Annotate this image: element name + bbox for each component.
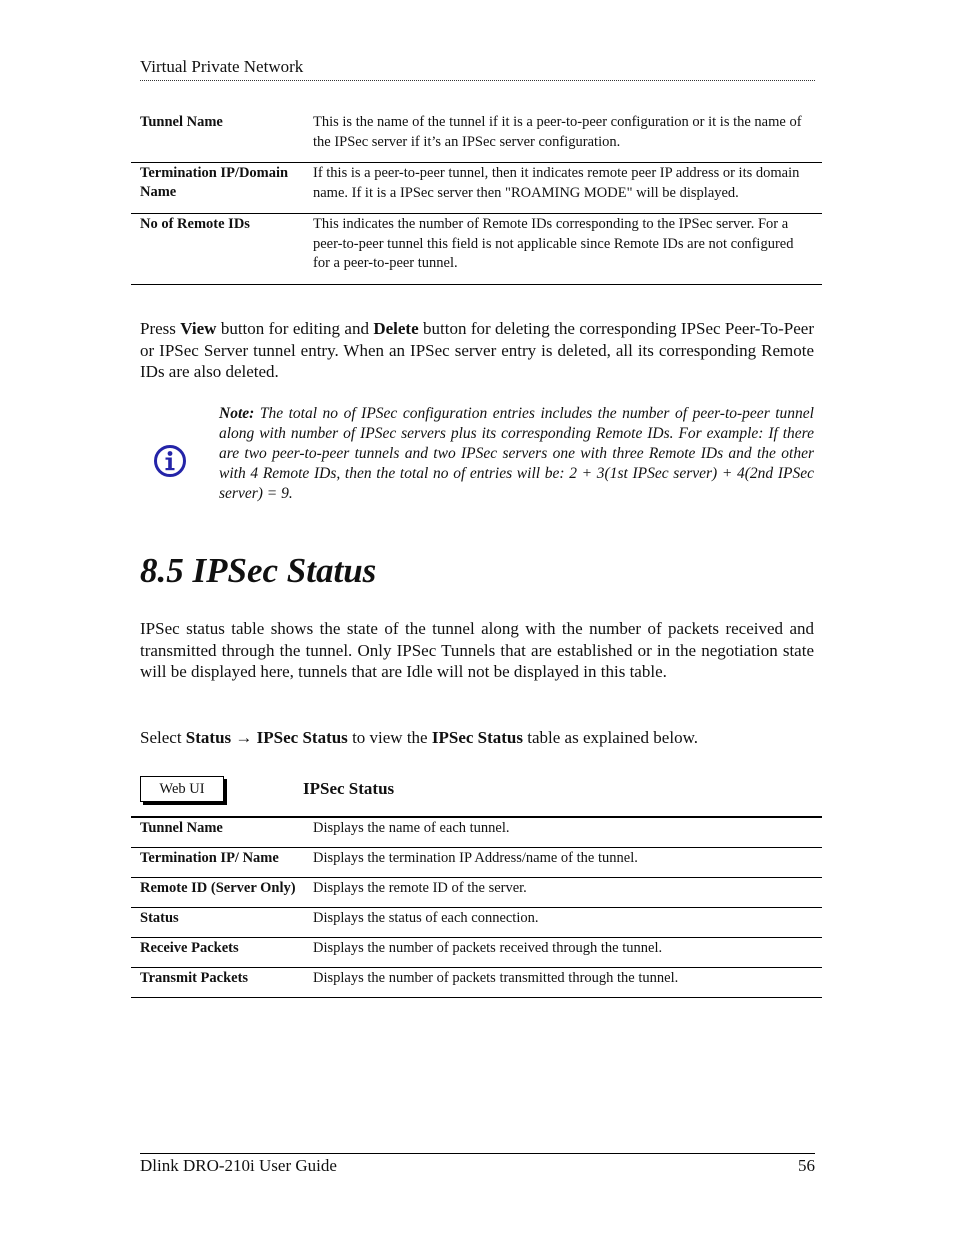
table-row <box>131 938 822 968</box>
ipsec-status-table <box>131 816 822 998</box>
text-run: to view the <box>347 728 432 747</box>
running-header: Virtual Private Network <box>140 57 304 76</box>
field-term: Tunnel Name <box>140 114 223 130</box>
web-ui-label-box: Web UI <box>140 776 224 802</box>
table-title: IPSec Status <box>303 779 395 798</box>
page-number: 56 <box>798 1156 815 1175</box>
field-description: This is the name of the tunnel if it is a peer-to-peer configuration or it is the name of the IPSec server if it’s an IPSec server configuration. <box>313 114 802 150</box>
delete-term: Delete <box>373 319 419 338</box>
text-run: table as explained below. <box>523 728 698 747</box>
text-run: Select <box>140 728 186 747</box>
note-body: The total no of IPSec configuration entries includes the number of peer-to-peer tunnel along with number of IPSec servers plus its corresponding Remote IDs. For example: If there are two peer-to-peer tunnels and two IPSec servers one with three Remote IDs and the other with 4 Remote IDs, then the total no of entries will be: 2 + 3(1st IPSec server) + 4(2nd IPSec server) = 9. <box>219 405 814 502</box>
menu-status: Status <box>185 728 232 747</box>
text-run: button for deleting the corresponding IPSec Peer-To-Peer or IPSec Server tunnel entry. When an IPSec server entry is deleted, all its corresponding Remote IDs are also deleted. <box>140 319 814 381</box>
field-term: Status <box>131 908 303 938</box>
menu-ipsec-status: IPSec Status <box>256 728 348 747</box>
text-run: Press <box>140 319 181 338</box>
navigation-instruction <box>140 727 814 749</box>
field-description: Displays the number of packets received through the tunnel. <box>303 938 822 968</box>
tunnel-fields-table <box>131 110 822 285</box>
header-divider <box>140 80 815 81</box>
table-row <box>131 848 822 878</box>
table-row <box>131 817 822 848</box>
view-term: View <box>180 319 217 338</box>
note-text <box>219 404 814 504</box>
field-description: Displays the termination IP Address/name of the tunnel. <box>303 848 822 878</box>
info-icon <box>153 444 187 478</box>
table-row <box>131 214 822 285</box>
field-term: Transmit Packets <box>131 968 303 998</box>
table-row <box>131 110 822 163</box>
field-description: Displays the status of each connection. <box>303 908 822 938</box>
field-term: Receive Packets <box>131 938 303 968</box>
note-label: Note: <box>219 405 255 422</box>
field-term: Remote ID (Server Only) <box>131 878 303 908</box>
table-row <box>131 878 822 908</box>
field-description: This indicates the number of Remote IDs corresponding to the IPSec server. For a peer-to-peer tunnel this field is not applicable since Remote IDs are not configured for a peer-to-peer tunnel. <box>303 214 822 285</box>
view-delete-paragraph <box>140 318 814 383</box>
arrow-icon: → <box>231 728 257 747</box>
field-term: Tunnel Name <box>131 817 303 848</box>
table-row <box>131 163 822 214</box>
ipsec-status-term: IPSec Status <box>431 728 524 747</box>
table-row <box>131 908 822 938</box>
field-description: If this is a peer-to-peer tunnel, then it indicates remote peer IP address or its domain name. If it is a IPSec server then "ROAMING MODE" will be displayed. <box>303 163 822 214</box>
field-description: Displays the number of packets transmitted through the tunnel. <box>303 968 822 998</box>
text-run: button for editing and <box>216 319 374 338</box>
footer-divider <box>140 1153 815 1154</box>
field-term: Termination IP/Domain Name <box>131 163 303 214</box>
table-row <box>131 968 822 998</box>
field-term: Termination IP/ Name <box>131 848 303 878</box>
status-intro-paragraph: IPSec status table shows the state of the tunnel along with the number of packets received and transmitted through the tunnel. Only IPSec Tunnels that are established or in the negotiation state will be displayed here, tunnels that are Idle will not be displayed in this table. <box>140 619 814 681</box>
field-description: Displays the name of each tunnel. <box>303 817 822 848</box>
field-term: No of Remote IDs <box>131 214 303 285</box>
section-heading: 8.5 IPSec Status <box>140 551 377 590</box>
field-description: Displays the remote ID of the server. <box>303 878 822 908</box>
footer-guide-title: Dlink DRO-210i User Guide <box>140 1156 337 1175</box>
